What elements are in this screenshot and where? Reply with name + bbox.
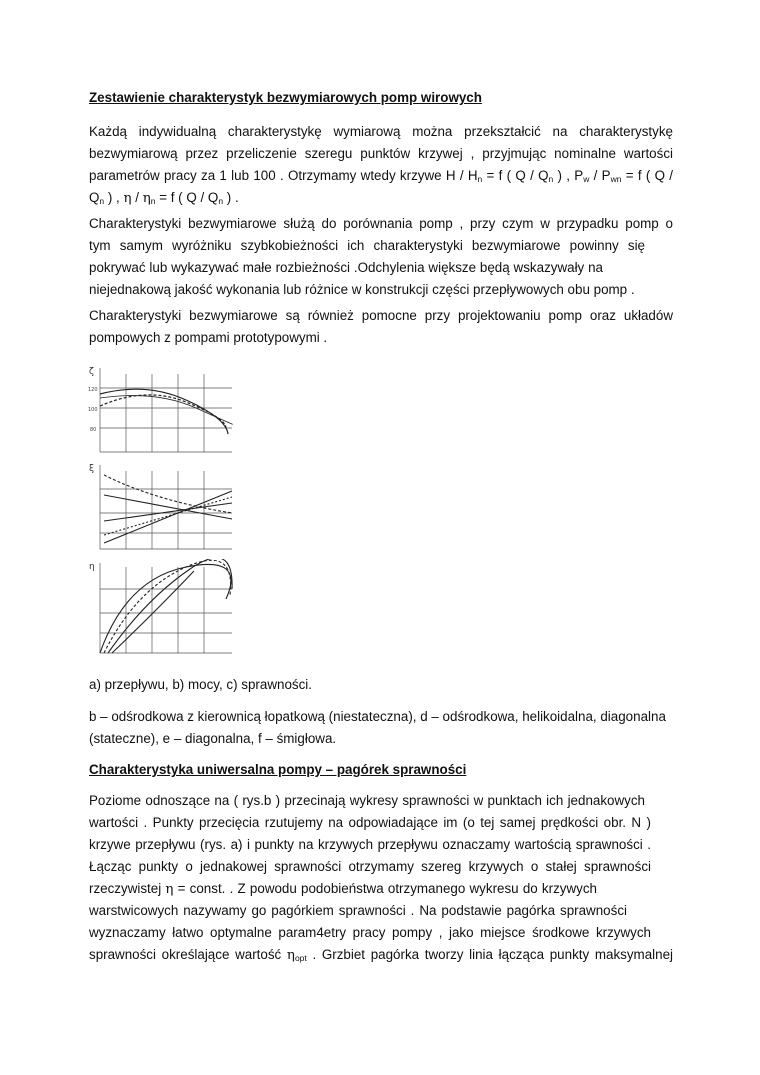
paragraph-line: Charakterystyki bezwymiarowe są również pomocne przy projektowaniu pomp oraz układów bbox=[89, 308, 673, 323]
figure-b-power-chart bbox=[86, 461, 238, 557]
paragraph-line: Charakterystyki bezwymiarowe służą do porównania pomp , przy czym w przypadku pomp o bbox=[89, 216, 673, 231]
section-heading-efficiency-hill: Charakterystyka uniwersalna pompy – pagórek sprawności bbox=[89, 762, 467, 777]
paragraph-line: pompowych z pompami prototypowymi . bbox=[89, 330, 328, 345]
paragraph-line: wartości . Punkty przecięcia rzutujemy na odpowiadające im (o tej samej prędkości obr. N ) bbox=[89, 815, 651, 830]
paragraph-line: Każdą indywidualną charakterystykę wymiarową można przekształcić na charakterystykę bbox=[89, 124, 673, 139]
paragraph-line: niejednakową jakość wykonania lub różnice w konstrukcji części przepływowych obu pomp . bbox=[89, 282, 635, 297]
figure-a-axis-label: ζ bbox=[89, 367, 94, 377]
figure-b-axis-label: ξ bbox=[89, 464, 95, 474]
figure-a-flow-chart bbox=[86, 364, 238, 460]
caption-line: b – odśrodkowa z kierownicą łopatkową (niestateczna), d – odśrodkowa, helikoidalna, diagonalna bbox=[89, 709, 666, 724]
paragraph-line: wyznaczamy łatwo optymalne param4etry pracy pompy , jako miejsce środkowe krzywych bbox=[89, 925, 651, 940]
paragraph-comparison bbox=[89, 213, 673, 301]
paragraph-line: bezwymiarową przez przeliczenie szeregu punktów krzywej , przyjmując nominalne wartości bbox=[89, 146, 673, 161]
paragraph-line: tym samym wyróżniku szybkobieżności ich charakterystyki bezwymiarowe powinny się bbox=[89, 238, 645, 253]
figure-c-efficiency-chart bbox=[86, 559, 238, 659]
paragraph-efficiency-hill bbox=[89, 790, 673, 966]
figure-caption-pumps bbox=[89, 706, 673, 750]
paragraph-line: $Q_n$ ) , $\eta / \eta_n = f$ ( Q / $Q_n$ ) . bbox=[89, 190, 239, 206]
section-heading-dimensionless: Zestawienie charakterystyk bezwymiarowych pomp wirowych bbox=[89, 90, 482, 105]
paragraph-line: parametrów pracy za 1 lub 100 . Otrzymamy wtedy krzywe $H / H_n = f$ ( Q / $Q_n$ ) , $P_w / P_{wn} = f$ ( Q / bbox=[89, 168, 673, 184]
caption-line: a) przepływu, b) mocy, c) sprawności. bbox=[89, 677, 312, 692]
paragraph-line: sprawności określające wartość $\eta_{opt}$ . Grzbiet pagórka tworzy linia łącząca punkty maksymalnej bbox=[89, 947, 674, 963]
svg-text:80: 80 bbox=[90, 427, 97, 433]
figure-caption-types bbox=[89, 674, 673, 696]
svg-text:120: 120 bbox=[88, 387, 98, 393]
figure-c-axis-label: η bbox=[89, 562, 95, 572]
paragraph-line: Poziome odnoszące na ( rys.b ) przecinają wykresy sprawności w punktach ich jednakowych bbox=[89, 793, 645, 808]
paragraph-design bbox=[89, 305, 673, 349]
paragraph-line: krzywe przepływu (rys. a) i punkty na krzywych przepływu oznaczamy wartością sprawności . bbox=[89, 837, 651, 852]
paragraph-line: rzeczywistej η = const. . Z powodu podobieństwa otrzymanego wykresu do krzywych bbox=[89, 881, 597, 897]
caption-line: (stateczne), e – diagonalna, f – śmigłowa. bbox=[89, 731, 337, 746]
paragraph-line: Łącząc punkty o jednakowej sprawności otrzymamy szereg krzywych o stałej sprawności bbox=[89, 859, 651, 874]
svg-text:100: 100 bbox=[88, 407, 98, 413]
paragraph-line: warstwicowych nazywamy go pagórkiem sprawności . Na podstawie pagórka sprawności bbox=[89, 903, 627, 918]
paragraph-intro bbox=[89, 121, 673, 209]
paragraph-line: pokrywać lub wykazywać małe rozbieżności .Odchylenia większe będą wskazywały na bbox=[89, 260, 603, 275]
